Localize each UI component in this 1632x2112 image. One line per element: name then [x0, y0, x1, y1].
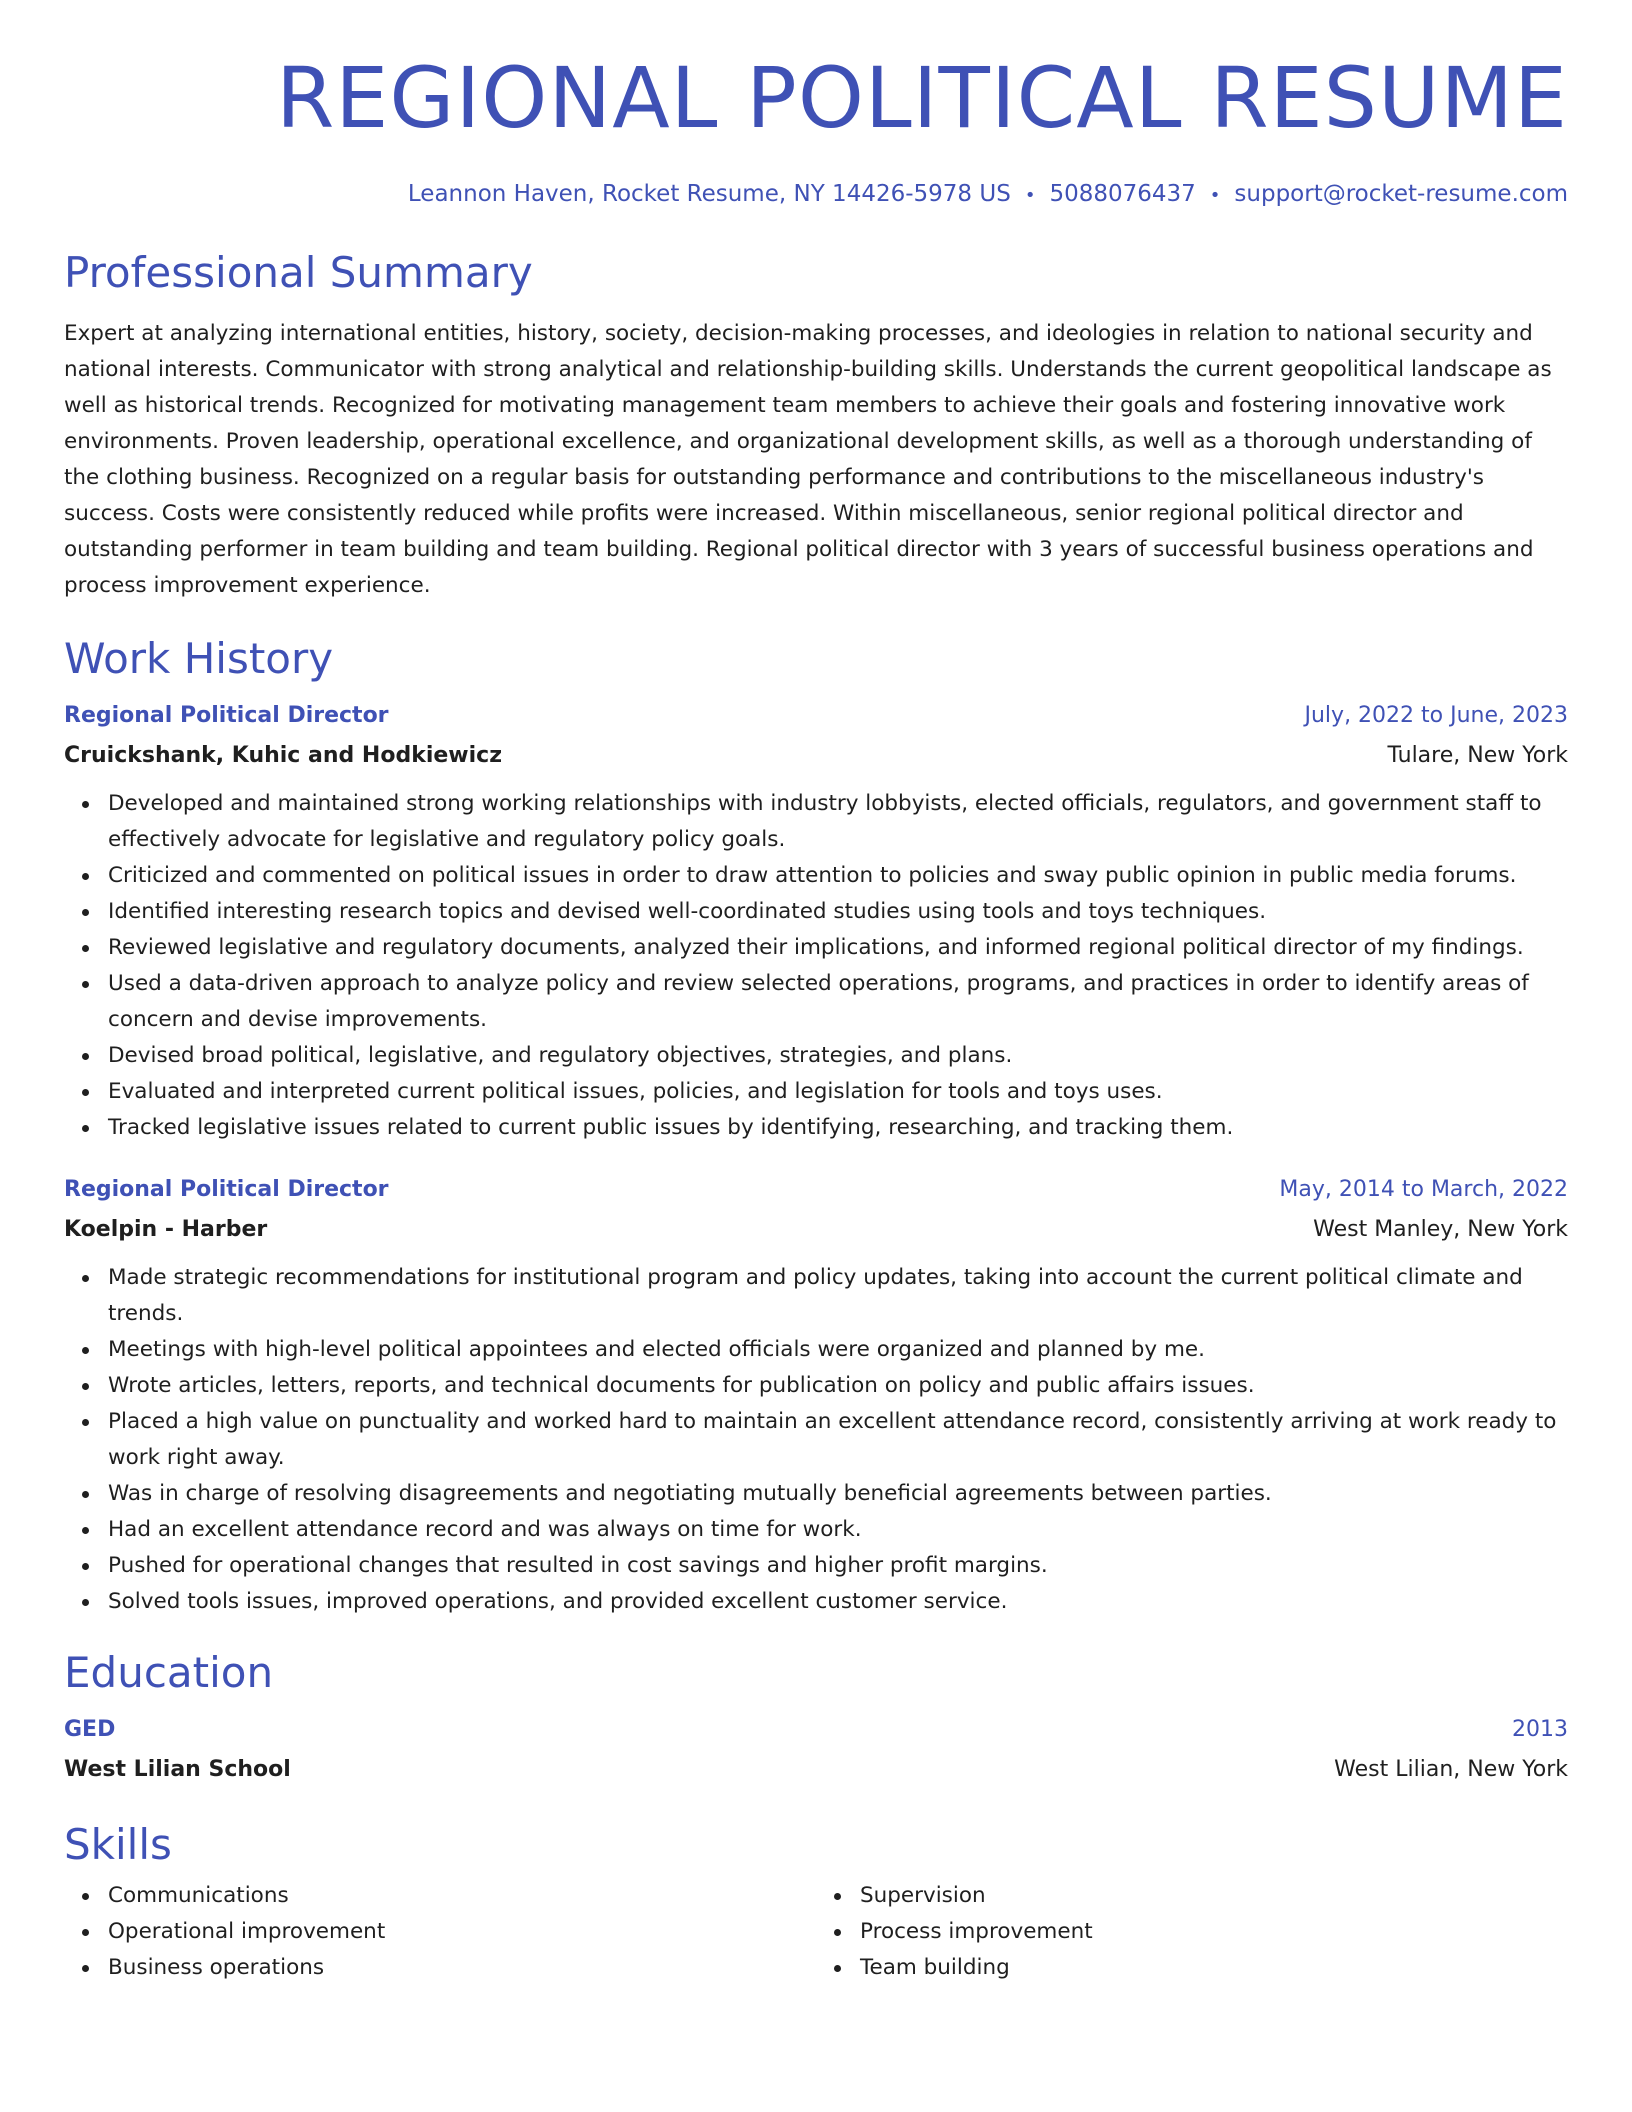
job-title: Regional Political Director [64, 1177, 389, 1202]
job-title: Regional Political Director [64, 703, 389, 728]
job-company: Cruickshank, Kuhic and Hodkiewicz [64, 743, 503, 768]
summary-section [64, 246, 1568, 604]
job-location: Tulare, New York [1387, 743, 1568, 768]
summary-text: Expert at analyzing international entities, history, society, decision-making processes, and ideologies in relation to national security and national interests. Communicator with strong analytical and relationship-building skills. Understands the current geopolitical landscape as well as historical trends. Recognized for motivating management team members to achieve their goals and fostering innovative work environments. Proven leadership, operational excellence, and organizational development skills, as well as a thorough understanding of the clothing business. Recognized on a regular basis for outstanding performance and contributions to the miscellaneous industry's success. Costs were consistently reduced while profits were increased. Within miscellaneous, senior regional political director and outstanding performer in team building and team building. Regional political director with 3 years of successful business operations and process improvement experience. [64, 321, 1552, 598]
work-history-section [64, 632, 1568, 1620]
job-company: Koelpin - Harber [64, 1217, 268, 1242]
job-bullet: Criticized and commented on political issues in order to draw attention to policies and sway public opinion in public media forums. [108, 858, 1568, 894]
education-school: West Lilian School [64, 1757, 291, 1782]
skill-item: Team building [860, 1950, 1568, 1986]
job-entry [64, 698, 1568, 1146]
resume-title: REGIONAL POLITICAL RESUME [275, 49, 1568, 147]
job-company-row [64, 1208, 1568, 1248]
skill-item: Operational improvement [108, 1914, 816, 1950]
job-bullet: Meetings with high-level political appointees and elected officials were organized and planned by me. [108, 1332, 1568, 1368]
job-bullet: Devised broad political, legislative, and regulatory objectives, strategies, and plans. [108, 1038, 1568, 1074]
education-degree: GED [64, 1717, 116, 1742]
skill-item: Business operations [108, 1950, 816, 1986]
job-bullet: Pushed for operational changes that resulted in cost savings and higher profit margins. [108, 1548, 1568, 1584]
job-bullet: Identified interesting research topics and devised well-coordinated studies using tools and toys techniques. [108, 894, 1568, 930]
resume-page [64, 0, 1568, 1986]
skill-item: Communications [108, 1878, 816, 1914]
education-school-row [64, 1748, 1568, 1788]
skills-heading: Skills [64, 1820, 172, 1869]
job-entry [64, 1172, 1568, 1620]
contact-line [64, 176, 1568, 212]
education-section [64, 1646, 1568, 1788]
education-year: 2013 [1512, 1717, 1568, 1742]
job-bullets [64, 786, 1568, 1146]
job-bullet: Evaluated and interpreted current political issues, policies, and legislation for tools and toys uses. [108, 1074, 1568, 1110]
contact-phone: 5088076437 [1049, 181, 1196, 207]
job-bullet: Made strategic recommendations for institutional program and policy updates, taking into account the current political climate and trends. [108, 1260, 1568, 1332]
job-dates: July, 2022 to June, 2023 [1304, 703, 1568, 728]
skills-section [64, 1818, 1568, 1986]
contact-address: Leannon Haven, Rocket Resume, NY 14426-5978 US [407, 181, 1011, 207]
education-header-row [64, 1712, 1568, 1748]
work-history-heading: Work History [64, 634, 334, 683]
job-dates: May, 2014 to March, 2022 [1279, 1177, 1568, 1202]
education-location: West Lilian, New York [1334, 1757, 1568, 1782]
separator-dot: • [1209, 185, 1221, 206]
skills-left-column [64, 1878, 816, 1986]
job-bullet: Reviewed legislative and regulatory documents, analyzed their implications, and informed regional political director of my findings. [108, 930, 1568, 966]
skill-item: Supervision [860, 1878, 1568, 1914]
job-bullet: Had an excellent attendance record and was always on time for work. [108, 1512, 1568, 1548]
job-bullet: Used a data-driven approach to analyze policy and review selected operations, programs, and practices in order to identify areas of concern and devise improvements. [108, 966, 1568, 1038]
skills-columns [64, 1878, 1568, 1986]
job-header-row [64, 698, 1568, 734]
contact-email: support@rocket-resume.com [1234, 181, 1568, 207]
skills-right-column [816, 1878, 1568, 1986]
job-bullet: Placed a high value on punctuality and worked hard to maintain an excellent attendance record, consistently arriving at work ready to work right away. [108, 1404, 1568, 1476]
job-bullet: Developed and maintained strong working relationships with industry lobbyists, elected officials, regulators, and government staff to effectively advocate for legislative and regulatory policy goals. [108, 786, 1568, 858]
separator-dot: • [1024, 185, 1036, 206]
job-bullet: Was in charge of resolving disagreements and negotiating mutually beneficial agreements between parties. [108, 1476, 1568, 1512]
education-heading: Education [64, 1648, 274, 1697]
job-location: West Manley, New York [1313, 1217, 1568, 1242]
job-company-row [64, 734, 1568, 774]
job-bullet: Tracked legislative issues related to current public issues by identifying, researching, and tracking them. [108, 1110, 1568, 1146]
skill-item: Process improvement [860, 1914, 1568, 1950]
job-bullet: Solved tools issues, improved operations, and provided excellent customer service. [108, 1584, 1568, 1620]
job-header-row [64, 1172, 1568, 1208]
job-bullet: Wrote articles, letters, reports, and technical documents for publication on policy and public affairs issues. [108, 1368, 1568, 1404]
summary-heading: Professional Summary [64, 248, 533, 297]
job-bullets [64, 1260, 1568, 1620]
